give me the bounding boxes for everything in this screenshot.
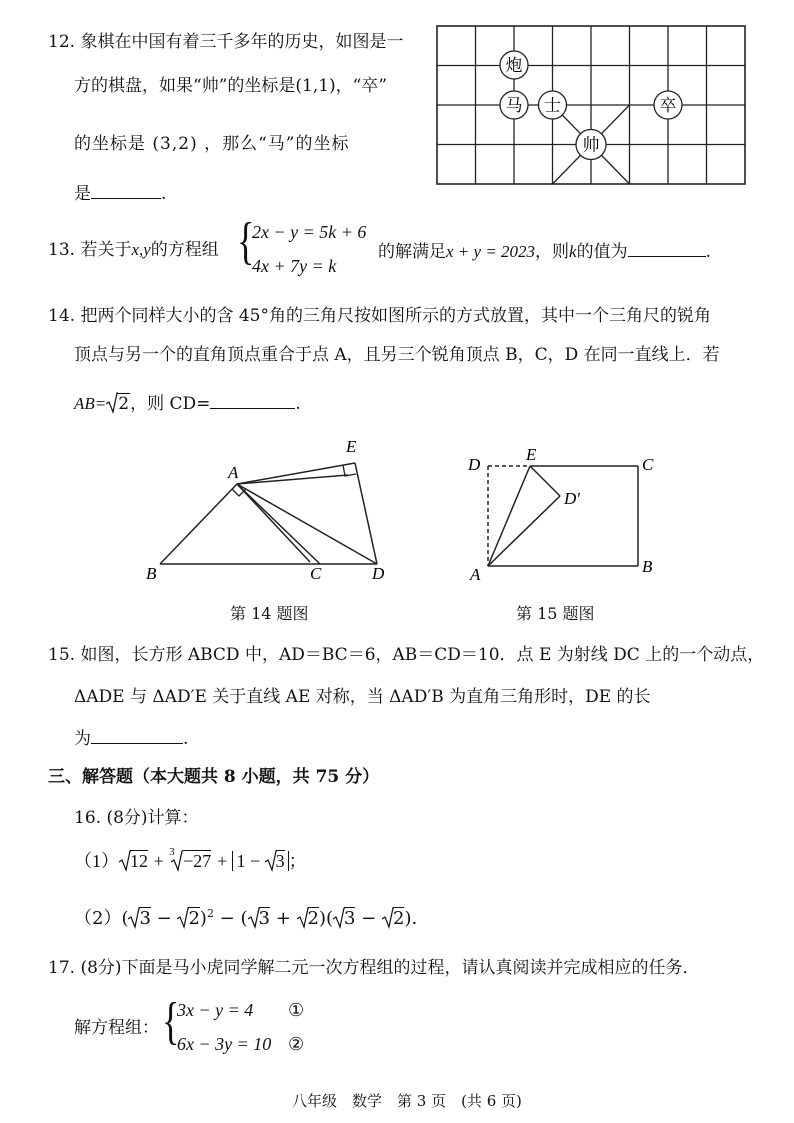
q17-eq2: 6x − 3y = 10 bbox=[177, 1034, 272, 1054]
fig14-label-b: B bbox=[146, 564, 157, 583]
q13-prefix: 13. 若关于x,y的方程组 bbox=[48, 240, 219, 260]
q13-eq2: 4x + 7y = k bbox=[252, 256, 337, 276]
fig15-caption: 第 15 题图 bbox=[516, 604, 595, 623]
piece-zu bbox=[654, 91, 682, 119]
q14-line1: 14. 把两个同样大小的含 45°角的三角尺按如图所示的方式放置，其中一个三角尺的锐角 bbox=[48, 306, 711, 326]
svg-text:炮: 炮 bbox=[505, 56, 523, 76]
q13-tail: 的解满足x + y = 2023，则k的值为 . bbox=[378, 242, 711, 262]
q12-line1: 12. 象棋在中国有着三千多年的历史，如图是一 bbox=[48, 32, 404, 52]
fig15-label-c: C bbox=[642, 455, 654, 474]
piece-shi bbox=[539, 91, 567, 119]
figure-14 bbox=[140, 432, 400, 592]
chess-board-figure bbox=[436, 25, 748, 187]
piece-shuai bbox=[576, 130, 606, 160]
piece-pao bbox=[500, 51, 528, 79]
q16-part1: （1） 12 + 3 −27 + 1 − 3 ； bbox=[74, 846, 307, 871]
piece-ma bbox=[500, 91, 528, 119]
q13-brace: { bbox=[237, 213, 255, 270]
fig14-label-d: D bbox=[372, 564, 385, 583]
q17-title: 17. (8分)下面是马小虎同学解二元一次方程组的过程，请认真阅读并完成相应的任务． bbox=[48, 958, 700, 978]
fig14-label-c: C bbox=[310, 564, 322, 583]
fig15-label-d: D bbox=[468, 455, 481, 474]
svg-text:士: 士 bbox=[544, 96, 561, 116]
fig15-label-dprime: D′ bbox=[564, 489, 580, 508]
section3-title: 三、解答题（本大题共 8 小题，共 75 分） bbox=[48, 767, 380, 787]
q15-line3: 为 . bbox=[74, 729, 189, 749]
figure-15 bbox=[460, 446, 670, 586]
q17-eq2-mark: ② bbox=[288, 1034, 305, 1055]
svg-text:帅: 帅 bbox=[582, 135, 600, 156]
q13-eq1: 2x − y = 5k + 6 bbox=[252, 222, 367, 242]
fig15-label-e: E bbox=[526, 446, 537, 464]
q17-brace: { bbox=[162, 993, 180, 1050]
q16-part2: （2）( 3 − 2)$^2$ − ( 3 + 2)( 3 − 2). bbox=[74, 907, 418, 929]
q17-eq1-mark: ① bbox=[288, 1000, 305, 1021]
q16-title: 16. (8分)计算： bbox=[74, 808, 199, 828]
page-footer: 八年级 数学 第 3 页 (共 6 页) bbox=[292, 1092, 522, 1110]
q12-line4: 是 . bbox=[74, 184, 167, 204]
q17-solve-label: 解方程组： bbox=[74, 1018, 159, 1038]
q12-line2: 方的棋盘，如果“帅”的坐标是(1,1)，“卒” bbox=[74, 76, 388, 96]
fig15-label-a: A bbox=[470, 565, 481, 584]
fig14-label-a: A bbox=[228, 463, 239, 482]
svg-text:马: 马 bbox=[505, 96, 523, 116]
fig14-caption: 第 14 题图 bbox=[230, 604, 309, 623]
q12-line3: 的坐标是 (3,2) ，那么“马”的坐标 bbox=[74, 134, 350, 154]
q15-line2: ΔADE 与 ΔAD′E 关于直线 AE 对称，当 ΔAD′B 为直角三角形时，DE 的长 bbox=[74, 687, 651, 707]
q14-line2: 顶点与另一个的直角顶点重合于点 A，且另三个锐角顶点 B，C，D 在同一直线上．若 bbox=[74, 345, 720, 365]
q17-eq1: 3x − y = 4 bbox=[177, 1000, 254, 1020]
q14-line3: AB= 2，则 CD= . bbox=[74, 394, 301, 414]
fig14-label-e: E bbox=[346, 437, 357, 456]
svg-text:卒: 卒 bbox=[659, 96, 677, 116]
q15-line1: 15. 如图，长方形 ABCD 中，AD＝BC＝6，AB＝CD＝10．点 E 为射线 DC 上的一个动点， bbox=[48, 645, 765, 665]
fig15-label-b: B bbox=[642, 557, 653, 576]
